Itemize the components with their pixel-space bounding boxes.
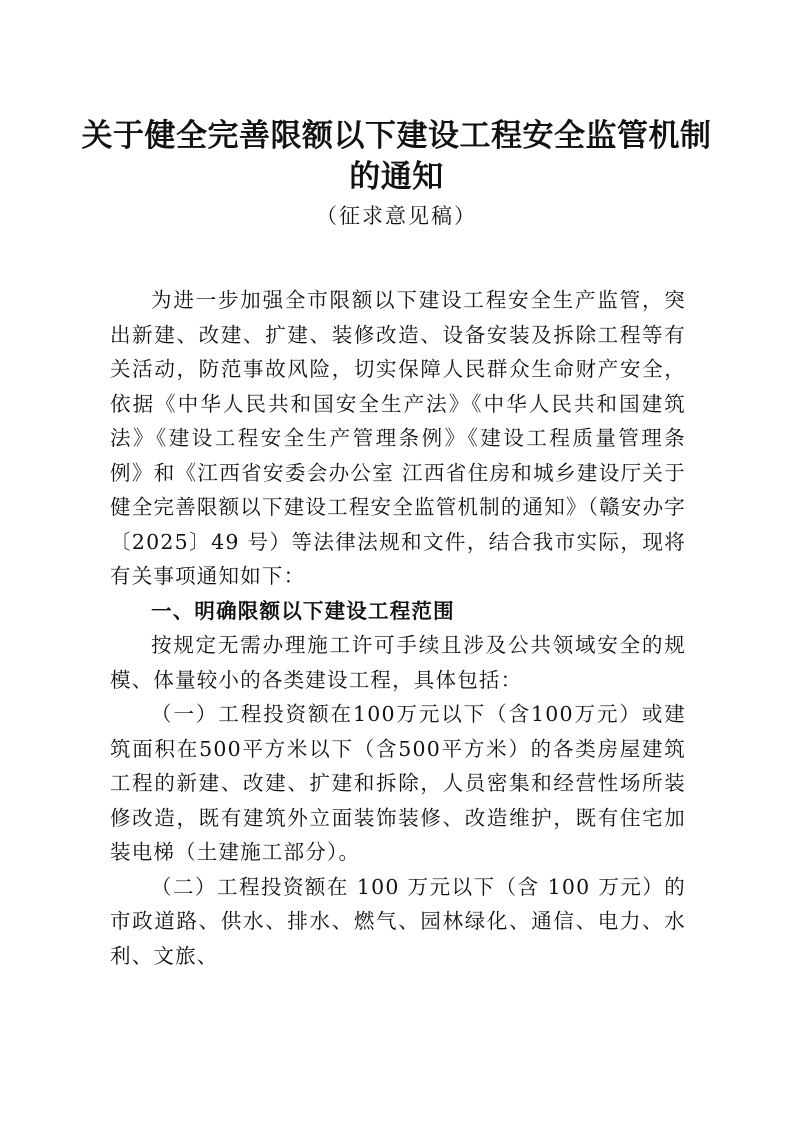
document-body — [110, 283, 686, 973]
item-1-paragraph: （一）工程投资额在100万元以下（含100万元）或建筑面积在500平方米以下（含500平方米）的各类房屋建筑工程的新建、改建、扩建和拆除，人员密集和经营性场所装修改造，既有建筑外立面装饰装修、改造维护，既有住宅加装电梯（土建施工部分）。 — [110, 702, 686, 864]
document-title-line1: 关于健全完善限额以下建设工程安全监管机制 — [81, 118, 712, 154]
document-title-line2: 的通知 — [349, 159, 444, 195]
item-2-paragraph: （二）工程投资额在 100 万元以下（含 100 万元）的市政道路、供水、排水、燃气、园林绿化、通信、电力、水利、文旅、 — [110, 874, 686, 968]
section-1-paragraph: 按规定无需办理施工许可手续且涉及公共领域安全的规模、体量较小的各类建设工程，具体包括： — [110, 633, 686, 692]
document-subtitle: （征求意见稿） — [316, 204, 477, 228]
intro-paragraph: 为进一步加强全市限额以下建设工程安全生产监管，突出新建、改建、扩建、装修改造、设备安装及拆除工程等有关活动，防范事故风险，切实保障人民群众生命财产安全，依据《中华人民共和国安全生产法》《中华人民共和国建筑法》《建设工程安全生产管理条例》《建设工程质量管理条例》和《江西省安委会办公室 江西省住房和城乡建设厅关于健全完善限额以下建设工程安全监管机制的通知》（赣安办字〔2025〕49 号）等法律法规和文件，结合我市实际，现将有关事项通知如下： — [110, 288, 686, 588]
section-heading-1: 一、明确限额以下建设工程范围 — [151, 598, 455, 623]
